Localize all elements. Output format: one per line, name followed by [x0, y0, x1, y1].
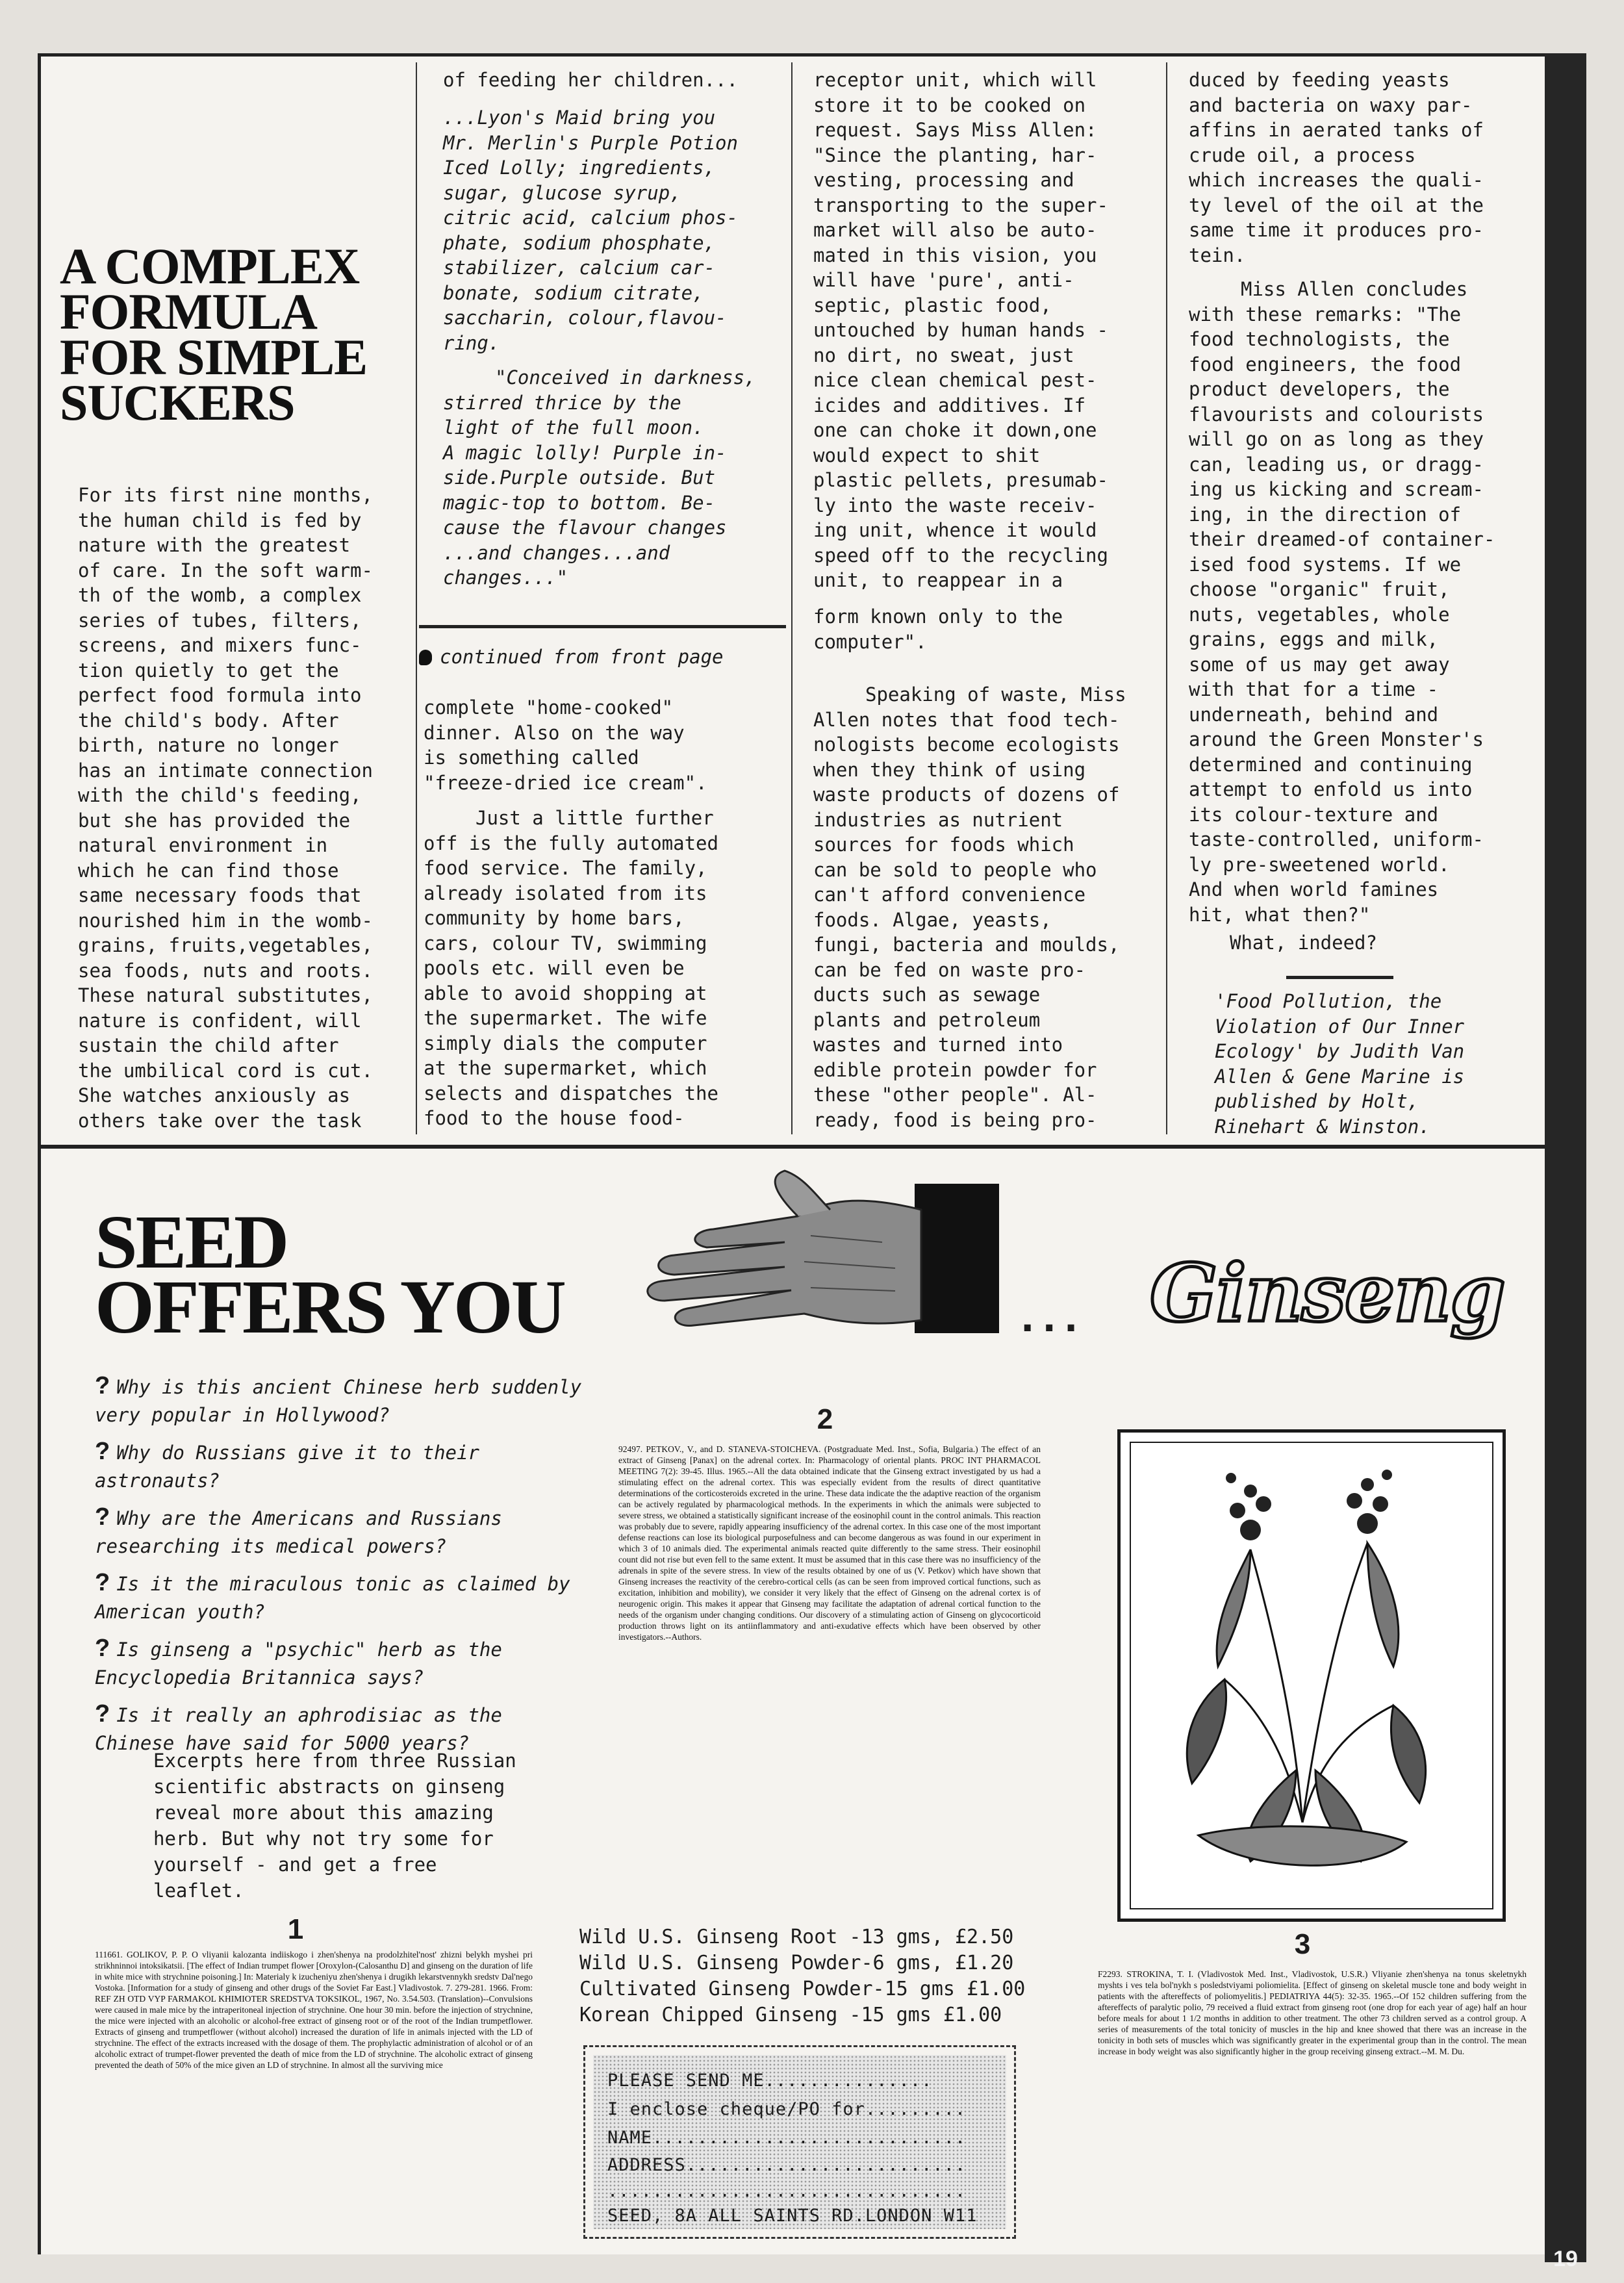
ginseng-logo-text: Ginseng [1150, 1246, 1504, 1340]
text-line: with the child's feeding, [78, 784, 362, 806]
text-line: plastic pellets, presumab- [813, 469, 1108, 491]
text-line: Violation of Our Inner [1215, 1015, 1465, 1038]
text-line: nologists become ecologists [813, 733, 1120, 756]
text-line: Mr. Merlin's Purple Potion [443, 131, 738, 154]
text-line: same time it produces pro- [1189, 219, 1484, 241]
article-column-3c [813, 682, 1164, 1132]
text-line: Wild U.S. Ginseng Powder-6 gms, £1.20 [579, 1952, 1014, 1974]
text-line: able to avoid shopping at [424, 982, 707, 1004]
text-line: Iced Lolly; ingredients, [443, 157, 716, 179]
text-line: ing us kicking and scream- [1189, 478, 1484, 500]
text-line: natural environment in [78, 834, 328, 856]
text-line: but she has provided the [78, 809, 351, 832]
ad-title-line1: SEED [95, 1199, 288, 1284]
text-line: Cultivated Ginseng Powder-15 gms £1.00 [579, 1978, 1026, 2000]
text-line: hit, what then?" [1189, 903, 1371, 926]
article-column-3a [813, 68, 1164, 593]
text-line: mated in this vision, you [813, 244, 1097, 266]
article-headline: A COMPLEX FORMULA FOR SIMPLE SUCKERS [60, 238, 368, 431]
ad-question [95, 1372, 582, 1429]
text-line: ready, food is being pro- [813, 1108, 1097, 1131]
text-line: vesting, processing and [813, 169, 1074, 191]
text-line: these "other people". Al- [813, 1084, 1097, 1106]
text-line: waste products of dozens of [813, 784, 1120, 806]
text-line: can't afford convenience [813, 884, 1086, 906]
text-line: food to the house food- [424, 1107, 685, 1129]
text-line: off is the fully automated [424, 832, 718, 854]
text-line: its colour-texture and [1189, 803, 1439, 826]
coupon-address-line-2[interactable]: ................................ [607, 2181, 967, 2201]
question-text: Is ginseng a "psychic" herb as the Encyclopedia Britannica says? [95, 1639, 502, 1689]
question-text: Is it really an aphrodisiac as the Chinese have said for 5000 years? [95, 1704, 502, 1754]
text-line: foods. Algae, yeasts, [813, 908, 1052, 931]
text-line: ing, in the direction of [1189, 503, 1462, 526]
text-line: complete "home-cooked" [424, 696, 674, 719]
abstract-3-number: 3 [1294, 1928, 1311, 1960]
text-line: saccharin, colour,flavou- [443, 307, 727, 329]
text-line: ised food systems. If we [1189, 553, 1462, 576]
ad-question [95, 1503, 582, 1561]
text-line: changes..." [443, 567, 568, 589]
left-border [38, 53, 41, 2254]
top-border [38, 53, 1545, 57]
question-text: Why is this ancient Chinese herb suddenly very popular in Hollywood? [95, 1376, 582, 1426]
text-line: A magic lolly! Purple in- [443, 441, 727, 464]
ad-title-line2: OFFERS YOU [95, 1264, 565, 1349]
text-line: no dirt, no sweat, just [813, 344, 1074, 366]
text-line: For its first nine months, [78, 484, 373, 506]
text-line: around the Green Monster's [1189, 728, 1484, 750]
text-line: ty level of the oil at the [1189, 194, 1484, 216]
text-line: magic-top to bottom. Be- [443, 491, 716, 514]
text-line: store it to be cooked on [813, 94, 1086, 116]
text-line: tein. [1189, 244, 1246, 266]
text-line: request. Says Miss Allen: [813, 119, 1097, 141]
text-line: taste-controlled, uniform- [1189, 828, 1484, 850]
text-line: receptor unit, which will [813, 69, 1097, 91]
credit-divider [1286, 976, 1393, 979]
text-line: same necessary foods that [78, 884, 362, 906]
text-line: side.Purple outside. But [443, 466, 716, 489]
continued-label: continued from front page [440, 646, 724, 668]
text-line: pools etc. will even be [424, 957, 685, 979]
text-line: nice clean chemical pest- [813, 369, 1097, 391]
text-line: the supermarket. The wife [424, 1007, 707, 1029]
text-line: Ecology' by Judith Van [1215, 1040, 1465, 1062]
text-line: food service. The family, [424, 857, 707, 879]
text-line: nuts, vegetables, whole [1189, 603, 1450, 626]
text-line: And when world famines [1189, 878, 1439, 900]
text-line: stirred thrice by the [443, 391, 681, 414]
text-line: which he can find those [78, 859, 339, 882]
column-rule [1166, 62, 1167, 1134]
text-line: determined and continuing [1189, 753, 1473, 776]
text-line: edible protein powder for [813, 1058, 1097, 1081]
book-credit [1215, 989, 1540, 1139]
question-mark-icon: ? [95, 1569, 110, 1596]
text-line: can be fed on waste pro- [813, 958, 1086, 981]
text-line: plants and petroleum [813, 1008, 1041, 1031]
text-line: nourished him in the womb- [78, 909, 373, 932]
ad-question [95, 1569, 582, 1626]
right-margin-bar [1545, 53, 1586, 2262]
text-line: Allen & Gene Marine is [1215, 1065, 1465, 1088]
article-column-1 [78, 483, 409, 1133]
text-line: nature is confident, will [78, 1009, 362, 1032]
text-line: icides and additives. If [813, 394, 1086, 416]
text-line: their dreamed-of container- [1189, 528, 1495, 550]
text-line: with these remarks: "The [1189, 303, 1462, 325]
abstract-1-number: 1 [287, 1913, 304, 1945]
text-line: phate, sodium phosphate, [443, 231, 716, 254]
abstract-2-text: 92497. PETKOV., V., and D. STANEVA-STOICHEVA. (Postgraduate Med. Inst., Sofia, Bulgaria.) The effect of an extract of Ginseng [Panax] on the adrenal cortex. In: Pharmacology of oriental plants. PROC INT PHARMACOL MEETING 7(2): 39-45. Illus. 1965.--All the data obtained indicate that the Ginseng extract investigated by us had a stimulating effect on the adrenal cortex. This was especially evident from the results of direct quantitative determinations of the corticosteroids excreted in the urine. These data indicate the the adaptive reaction of the organism can be actively regulated by pharmacological methods. In the experiments in which the animals were subjected to severe stress, we obtained a statistically significant increase of the eosinophil count in the control animals. This reaction was probably due to severe, rapidly appearing insufficiency of the adrenal cortex. In this case one of the most important defense reactions can lose its biological purposefulness and can become dangerous as was found in our experiment in which 3 of 10 animals died. The experimental animals reacted quite differently to the same stress. Their eosinophil count did not rise but even fell to the same extent. It must be assumed that in this case there was no insufficiency of the adrenals in spite of the severe stress. In view of the results obtained by one of us (V. Petkov) which have shown that Ginseng increases the reactivity of the cerebro-cortical cells (as can be seen from improved cortical functions, such as excitation, inhibition and mobility), we consider it very likely that the effect of Ginseng on the adrenal cortex is of neurogenic origin. This makes it appear that Ginseng may facilitate the adaptation of adrenal cortical function to the needs of the organism under changing conditions. Our discovery of a stimulating action of Ginseng on glycocorticoid production throws light on its antiinflammatory and anti-exudative effects which have been observed by other investigators.--Authors. [618, 1444, 1041, 1642]
text-line: sugar, glucose syrup, [443, 181, 681, 204]
text-line: 'Food Pollution, the [1215, 990, 1442, 1012]
text-line: dinner. Also on the way [424, 721, 685, 744]
text-line: Rinehart & Winston. [1215, 1115, 1430, 1138]
text-line: food technologists, the [1189, 328, 1450, 350]
text-line: "Since the planting, har- [813, 144, 1097, 166]
ad-question [95, 1635, 582, 1692]
text-line: with that for a time - [1189, 678, 1439, 700]
text-line: grains, eggs and milk, [1189, 628, 1439, 650]
text-line: nature with the greatest [78, 534, 351, 556]
text-line: attempt to enfold us into [1189, 778, 1473, 800]
text-line: the human child is fed by [78, 509, 362, 531]
text-line: already isolated from its [424, 882, 707, 904]
question-mark-icon: ? [95, 1700, 110, 1728]
text-line: would expect to shit [813, 444, 1041, 466]
coupon-name-line[interactable]: NAME............................ [607, 2128, 967, 2148]
article-column-4a [1189, 68, 1540, 268]
text-line: unit, to reappear in a [813, 569, 1063, 591]
abstract-1-text: 111661. GOLIKOV, P. P. O vliyanii kalozanta indiiskogo i zhen'shenya na prodolzhitel'nost' zhizni belykh myshei pri strikhninnoi intoksikatsii. [The effect of Indian trumpet flower [Oroxylon-(Calosanthu D] and ginseng on the duration of life in white mice with strychnine poisoning.] In: Materialy k izucheniyu zhen'shenya i drugikh lekarstvennykh sredstv Dal'nego Vostoka. [Information for a study of ginseng and other drugs of the Soviet Far East.] Vladivostok. 7. 279-281. 1966. From: REF ZH OTD VYP FARMAKOL KHIMIOTER SREDSTVA TOKSIKOL, 1967, No. 3.54.503. (Translation)--Convulsions were caused in male mice by the intraperitoneal injection of strychnine. One hour 30 min. before the injection of strychnine, the mice were injected with an alcoholic or alcohol-free extract of ginseng root or of the root of the Indian trumpetflower. Extracts of ginseng and trumpetflower (without alcohol) increased the duration of life in animals injected with the LD of strychnine. The effect of the extracts increased with the dosage of them. The prophylactic administration of alcohol or of an alcoholic extract of trumpet-flower prevented the death of mice from the LD of strychnine. The alcoholic extract of ginseng prevented the death of 50% of the mice given an LD of strychnine. In almost all the surviving mice [95, 1950, 533, 2070]
text-line: computer". [813, 630, 927, 653]
text-line: ly into the waste receiv- [813, 494, 1097, 517]
text-line: perfect food formula into [78, 684, 362, 706]
question-mark-icon: ? [95, 1372, 110, 1399]
text-line: bonate, sodium citrate, [443, 281, 704, 304]
text-line: speed off to the recycling [813, 544, 1108, 567]
text-line: others take over the task [78, 1109, 362, 1132]
text-line: Allen notes that food tech- [813, 708, 1120, 731]
text-line: birth, nature no longer [78, 734, 339, 756]
section-rule [38, 1145, 1545, 1149]
text-line: flavourists and colourists [1189, 403, 1484, 426]
text-line: one can choke it down,one [813, 419, 1097, 441]
text-line: grains, fruits,vegetables, [78, 934, 373, 956]
text-line: "Conceived in darkness, [495, 366, 756, 389]
text-line: untouched by human hands - [813, 319, 1108, 341]
price-list [579, 1924, 1047, 2028]
continued-note [419, 646, 783, 668]
question-text: Why do Russians give it to their astronauts? [95, 1442, 479, 1492]
text-line: food engineers, the food [1189, 353, 1462, 376]
question-text: Is it the miraculous tonic as claimed by American youth? [95, 1573, 570, 1623]
article-column-3b [813, 604, 1164, 654]
abstract-3-text: F2293. STROKINA, T. I. (Vladivostok Med. Inst., Vladivostok, U.S.R.) Vliyanie zhen'shenya na tonus skeletnykh myshts i ves tela bol'nykh s posledstviyami poliomielita. [Effect of ginseng on skeletal muscle tone and body weight in patients with the aftereffects of poliomyelitis.] PEDIATRIYA 44(5): 32-35. 1965.--Of 152 children suffering from the aftereffects of paralytic polio, 79 received a fluid extract from ginseng root (one drop for each year of age) half an hour before meals for about 1 1/2 months in addition to other treatment. The other 73 children served as a control group. A series of measurements of the total tonicity of muscles in the hip and knee showed that there was an increase in the tonicity in both sets of muscles which was significantly greater in the experimental group than in the control. The mean increase in body weight was also significantly higher in the group receiving ginseng extract.--M. M. Du. [1098, 1969, 1527, 2056]
article-column-4b [1189, 277, 1540, 927]
closing-question: What, indeed? [1230, 932, 1377, 954]
text-line: Just a little further [476, 807, 714, 829]
ad-ellipsis: ... [1021, 1290, 1087, 1341]
text-line: product developers, the [1189, 378, 1450, 400]
text-line: duced by feeding yeasts [1189, 69, 1450, 91]
text-line: selects and dispatches the [424, 1082, 718, 1104]
text-line: can, leading us, or dragg- [1189, 453, 1484, 476]
text-line: ring. [443, 331, 500, 354]
order-coupon[interactable] [583, 2045, 1016, 2239]
text-line: of care. In the soft warm- [78, 559, 373, 581]
coupon-address-line[interactable]: ADDRESS......................... [607, 2155, 967, 2175]
ad-question [95, 1438, 582, 1495]
text-line: is something called [424, 746, 639, 769]
text-line: at the supermarket, which [424, 1057, 707, 1079]
text-line: Miss Allen concludes [1241, 278, 1468, 300]
text-line: market will also be auto- [813, 219, 1097, 241]
excerpt-text: Excerpts here from three Russian scientific abstracts on ginseng reveal more about this amazing herb. But why not try some for yourself - and get a free leaflet. [153, 1750, 516, 1902]
text-line: of feeding her children... [443, 69, 738, 91]
text-line: sea foods, nuts and roots. [78, 959, 373, 982]
text-line: some of us may get away [1189, 653, 1450, 676]
text-line: published by Holt, [1215, 1090, 1419, 1112]
text-line: will have 'pure', anti- [813, 269, 1074, 291]
text-line: ...and changes...and [443, 541, 670, 564]
text-line: th of the womb, a complex [78, 584, 362, 606]
text-line: stabilizer, calcium car- [443, 257, 716, 279]
column-rule [791, 62, 793, 1134]
text-line: and bacteria on waxy par- [1189, 94, 1473, 116]
text-line: Korean Chipped Ginseng -15 gms £1.00 [579, 2004, 1002, 2026]
hand-illustration [635, 1158, 999, 1353]
ginseng-logo [1143, 1244, 1504, 1342]
text-line: ly pre-sweetened world. [1189, 853, 1450, 876]
text-line: simply dials the computer [424, 1032, 707, 1054]
text-line: choose "organic" fruit, [1189, 578, 1450, 600]
article-column-2-top [443, 68, 781, 93]
text-line: the child's body. After [78, 709, 339, 732]
article-column-2a [424, 695, 778, 795]
text-line: when they think of using [813, 758, 1086, 781]
text-line: screens, and mixers func- [78, 634, 362, 656]
text-line: series of tubes, filters, [78, 609, 362, 631]
question-mark-icon: ? [95, 1503, 110, 1531]
bullet-icon [419, 650, 432, 665]
question-mark-icon: ? [95, 1635, 110, 1662]
text-line: fungi, bacteria and moulds, [813, 934, 1120, 956]
question-mark-icon: ? [95, 1438, 110, 1465]
plant-drawing [1121, 1433, 1484, 1900]
text-line: ducts such as sewage [813, 984, 1041, 1006]
page-number: 19 [1553, 2247, 1578, 2271]
article-column-2b [424, 806, 778, 1131]
text-line: citric acid, calcium phos- [443, 207, 738, 229]
section-divider [419, 625, 786, 628]
text-line: wastes and turned into [813, 1034, 1063, 1056]
abstract-2-number: 2 [817, 1403, 833, 1435]
coupon-address: SEED, 8A ALL SAINTS RD.LONDON W11 [607, 2206, 978, 2226]
coupon-request-line[interactable]: PLEASE SEND ME............... [607, 2071, 933, 2091]
text-line: crude oil, a process [1189, 144, 1416, 166]
text-line: Speaking of waste, Miss [865, 683, 1126, 706]
text-line: sustain the child after [78, 1034, 339, 1056]
text-line: which increases the quali- [1189, 169, 1484, 191]
text-line: These natural substitutes, [78, 984, 373, 1006]
question-text: Why are the Americans and Russians researching its medical powers? [95, 1507, 502, 1557]
text-line: tion quietly to get the [78, 659, 339, 682]
text-line: transporting to the super- [813, 194, 1108, 216]
text-line: form known only to the [813, 606, 1063, 628]
text-line: "freeze-dried ice cream". [424, 771, 707, 794]
text-line: ...Lyon's Maid bring you [443, 107, 716, 129]
text-line: She watches anxiously as [78, 1084, 351, 1106]
column-rule [416, 62, 417, 1134]
text-line: light of the full moon. [443, 416, 704, 439]
text-line: industries as nutrient [813, 808, 1063, 831]
ginseng-plant-illustration [1117, 1429, 1506, 1922]
text-line: cars, colour TV, swimming [424, 932, 707, 954]
advert-quote [443, 365, 781, 591]
text-line: affins in aerated tanks of [1189, 119, 1484, 141]
text-line: sources for foods which [813, 834, 1074, 856]
coupon-cheque-line[interactable]: I enclose cheque/PO for......... [607, 2099, 967, 2119]
text-line: underneath, behind and [1189, 703, 1439, 726]
text-line: can be sold to people who [813, 858, 1097, 881]
text-line: cause the flavour changes [443, 517, 727, 539]
text-line: Wild U.S. Ginseng Root -13 gms, £2.50 [579, 1926, 1014, 1948]
text-line: the umbilical cord is cut. [78, 1059, 373, 1082]
text-line: will go on as long as they [1189, 428, 1484, 450]
text-line: has an intimate connection [78, 759, 373, 782]
ad-title [95, 1199, 679, 1349]
ingredients-list [443, 105, 781, 355]
text-line: community by home bars, [424, 907, 685, 929]
text-line: ing unit, whence it would [813, 519, 1097, 541]
text-line: septic, plastic food, [813, 294, 1052, 316]
